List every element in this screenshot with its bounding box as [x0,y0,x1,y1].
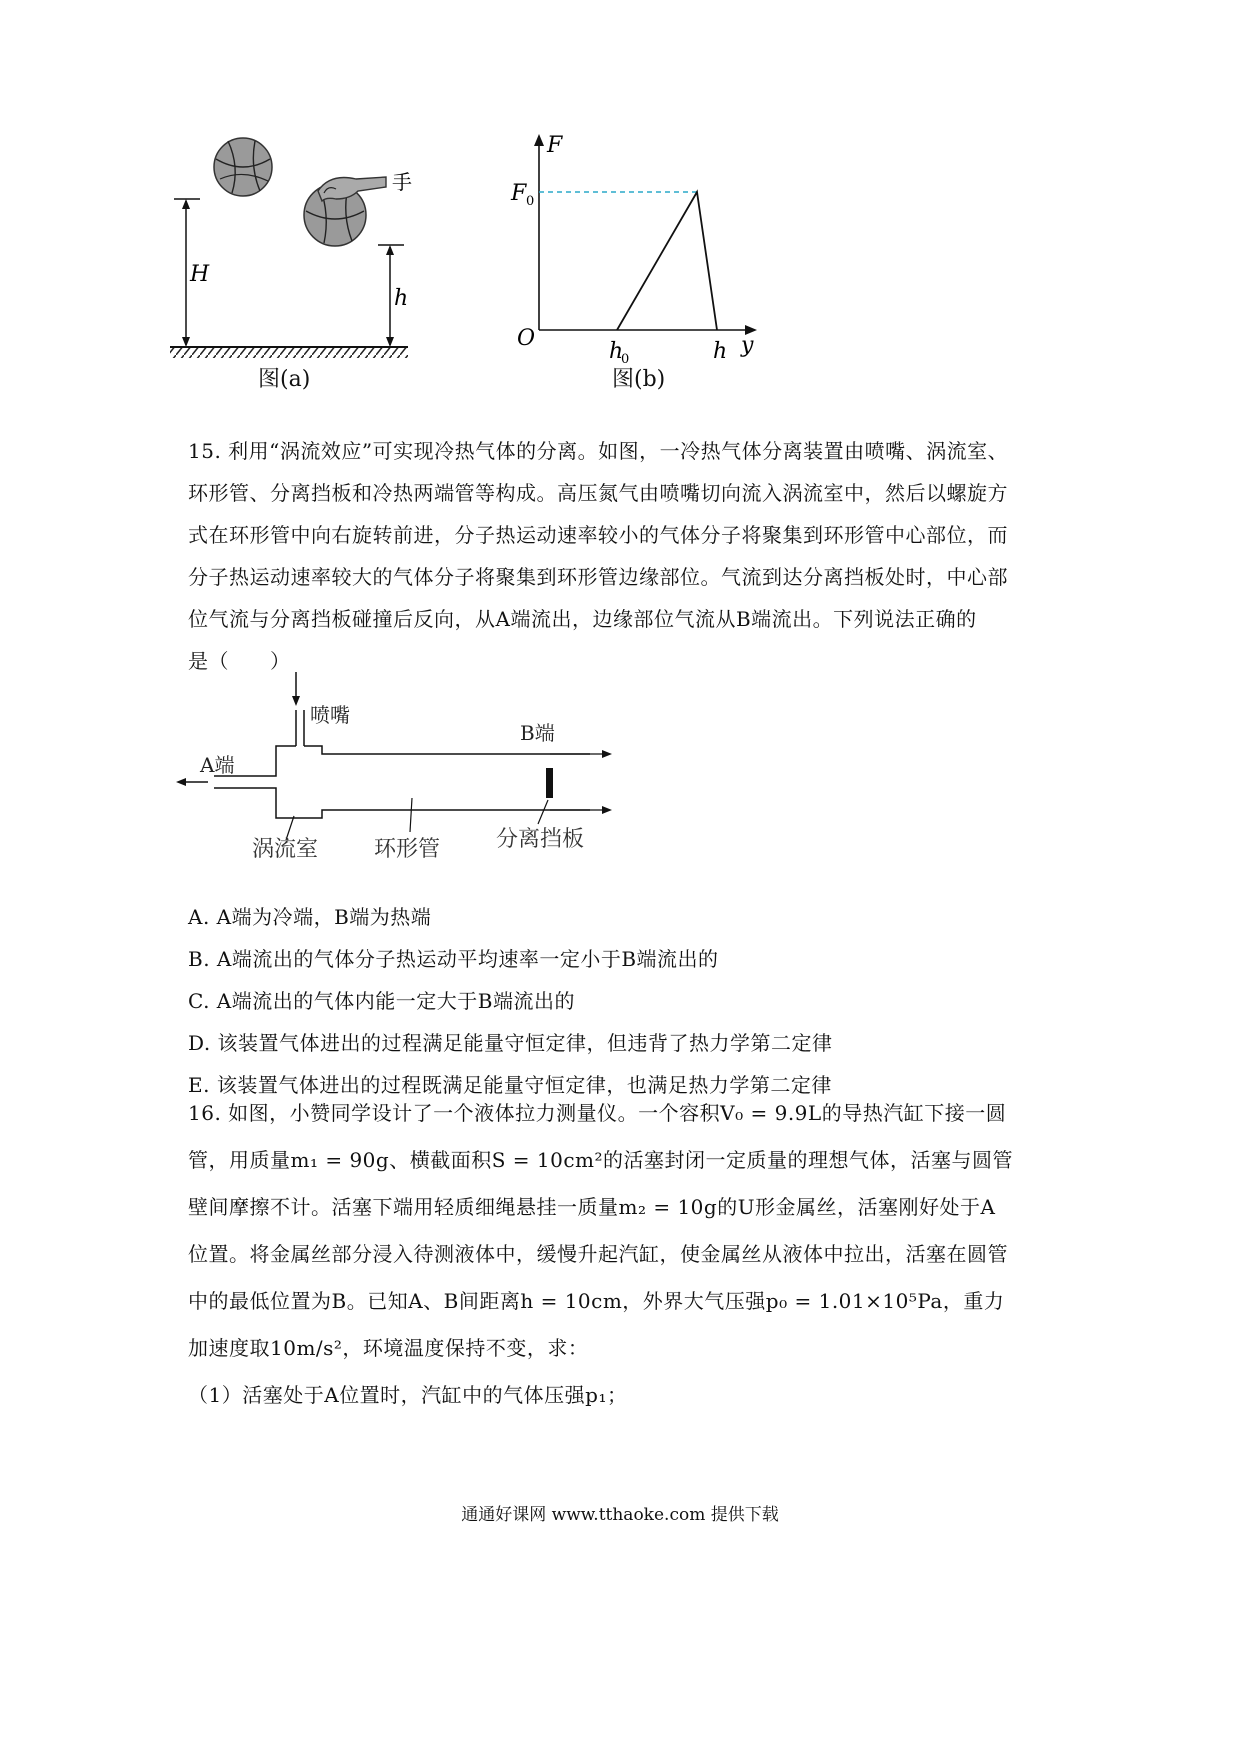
q16-line-6: 加速度取10m/s²，环境温度保持不变，求： [188,1336,589,1360]
option-e: E. 该装置气体进出的过程既满足能量守恒定律，也满足热力学第二定律 [188,1073,832,1097]
axis-F-label: F [547,133,563,158]
q16-line-4: 位置。将金属丝部分浸入待测液体中，缓慢升起汽缸，使金属丝从液体中拉出，活塞在圆管 [188,1242,1008,1266]
svg-text:0: 0 [621,352,630,367]
page-footer: 通通好课网 www.tthaoke.com 提供下载 [461,1505,779,1525]
label-h: h [394,286,409,311]
question-16 [188,1090,1058,1419]
tube-label: 环形管 [374,837,441,862]
nozzle-label: 喷嘴 [310,703,350,727]
svg-text:F: F [511,181,527,206]
svg-text:0: 0 [526,194,535,209]
q16-subquestion-1: （1）活塞处于A位置时，汽缸中的气体压强p₁； [188,1383,628,1407]
axis-y-label: y [741,333,754,358]
figure-b-graph [505,130,775,370]
b-end-label: B端 [520,721,555,745]
option-a: A. A端为冷端，B端为热端 [188,905,432,929]
figure-b-caption: 图(b) [612,367,666,392]
q15-line-2: 环形管、分离挡板和冷热两端管等构成。高压氮气由喷嘴切向流入涡流室中，然后以螺旋方 [188,481,1008,505]
baffle-plate [546,768,553,798]
figure-a-caption: 图(a) [258,367,311,392]
q16-line-1: 16. 如图，小赞同学设计了一个液体拉力测量仪。一个容积V₀ = 9.9L的导热汽缸下接一圆 [188,1101,1007,1125]
basketball-icon [214,138,272,196]
h-tick-label: h [713,339,728,364]
q15-options [188,896,1058,1106]
question-15 [188,430,1058,682]
label-H: H [190,262,210,287]
ground-hatch [170,348,408,358]
F0-tick-label [510,181,534,209]
q15-line-5: 位气流与分离挡板碰撞后反向，从A端流出，边缘部位气流从B端流出。下列说法正确的 [188,607,977,631]
option-b: B. A端流出的气体分子热运动平均速率一定小于B端流出的 [188,947,719,971]
svg-text:h: h [609,339,624,364]
baffle-label: 分离挡板 [496,827,585,852]
q15-line-3: 式在环形管中向右旋转前进，分子热运动速率较小的气体分子将聚集到环形管中心部位，而 [188,523,1008,547]
q16-line-2: 管，用质量m₁ = 90g、横截面积S = 10cm²的活塞封闭一定质量的理想气体，活塞与圆管 [188,1148,1014,1172]
force-curve [617,192,717,330]
q15-line-6: 是（ ） [188,649,291,673]
origin-label: O [517,326,536,351]
q16-line-5: 中的最低位置为B。已知A、B间距离h = 10cm，外界大气压强p₀ = 1.01×10⁵Pa，重力 [188,1289,1005,1313]
q15-line-1: 15. 利用“涡流效应”可实现冷热气体的分离。如图，一冷热气体分离装置由喷嘴、涡流室、 [188,439,1009,463]
option-c: C. A端流出的气体内能一定大于B端流出的 [188,989,575,1013]
q16-line-3: 壁间摩擦不计。活塞下端用轻质细绳悬挂一质量m₂ = 10g的U形金属丝，活塞刚好处于A [188,1195,996,1219]
hand-label: 手 [392,170,412,194]
vortex-tube-diagram [170,668,630,863]
q15-line-4: 分子热运动速率较大的气体分子将聚集到环形管边缘部位。气流到达分离挡板处时，中心部 [188,565,1008,589]
basketball-with-hand-icon [304,177,386,246]
chamber-label: 涡流室 [252,837,319,862]
figure-a [160,135,470,395]
option-d: D. 该装置气体进出的过程满足能量守恒定律，但违背了热力学第二定律 [188,1031,833,1055]
a-end-label: A端 [200,753,235,777]
